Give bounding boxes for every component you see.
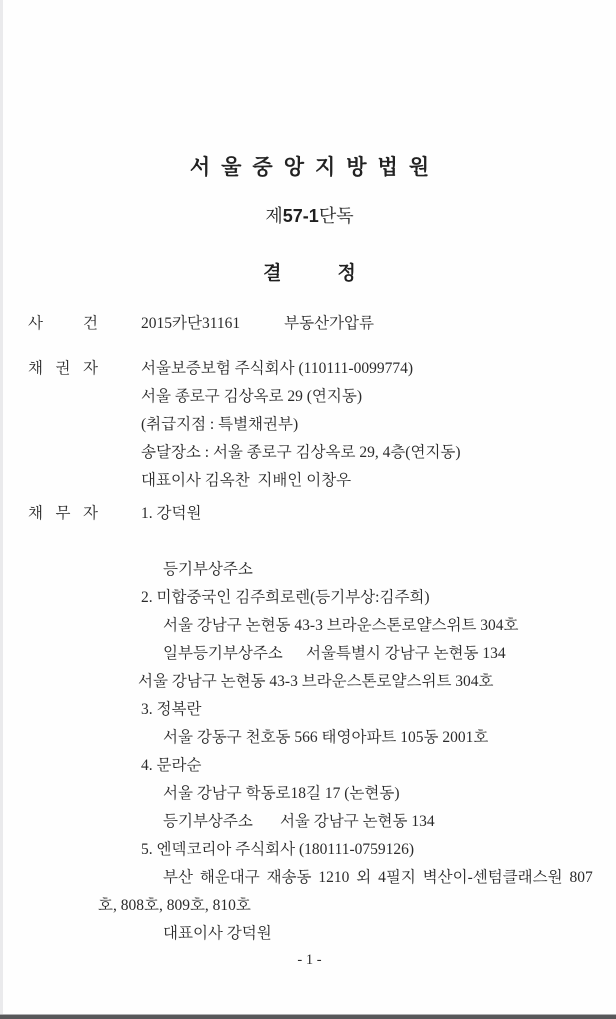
panel-number: 57-1 bbox=[282, 206, 319, 226]
debtor-item-5-representative: 대표이사 강덕원 bbox=[163, 925, 272, 942]
creditor-service-address-line: 송달장소 : 서울 종로구 김상옥로 29, 4층(연지동) bbox=[141, 444, 461, 461]
decision-title bbox=[3, 263, 616, 285]
case-value bbox=[141, 310, 616, 338]
debtor-label-char: 자 bbox=[83, 505, 98, 522]
creditor-address-line: 서울 종로구 김상옥로 29 (연지동) bbox=[141, 388, 363, 405]
debtor-item-4-reg-address: 등기부상주소 서울 강남구 논현동 134 bbox=[163, 813, 435, 830]
debtor-item-2-reg-address: 일부등기부상주소 서울특별시 강남구 논현동 134 bbox=[163, 645, 506, 662]
debtor-item-4-address: 서울 강남구 학동로18길 17 (논현동) bbox=[163, 785, 400, 802]
creditor-representative-line: 대표이사 김옥찬 지배인 이창우 bbox=[141, 472, 352, 489]
debtor-item-5-address-line-2: 호, 808호, 809호, 810호 bbox=[98, 897, 251, 914]
panel-prefix: 제 bbox=[265, 206, 283, 226]
blank-line bbox=[141, 528, 616, 556]
debtor-item-3-address: 서울 강동구 천호동 566 태영아파트 105동 2001호 bbox=[163, 729, 489, 746]
case-label-char: 건 bbox=[83, 315, 98, 332]
page-number: - 1 - bbox=[297, 952, 322, 968]
decision-char-1: 결 bbox=[263, 263, 282, 284]
creditor-label-char: 권 bbox=[55, 360, 71, 377]
debtor-label-char: 채 bbox=[28, 505, 43, 522]
debtor-item-5-address-line-1: 부산 해운대구 재송동 1210 외 4필지 벽산이-센텀클래스원 807 bbox=[163, 869, 593, 886]
debtor-item-2-address: 서울 강남구 논현동 43-3 브라운스톤로얄스위트 304호 bbox=[163, 617, 519, 634]
debtor-section bbox=[3, 500, 616, 948]
panel-suffix: 단독 bbox=[318, 206, 354, 226]
debtor-item-1-reg-address: 등기부상주소 bbox=[163, 561, 253, 578]
creditor-label-char: 자 bbox=[83, 360, 98, 377]
case-type: 부동산가압류 bbox=[284, 315, 374, 332]
debtor-item-4-name: 4. 문라순 bbox=[141, 757, 202, 774]
case-label-char: 사 bbox=[28, 315, 43, 332]
creditor-section bbox=[3, 355, 616, 495]
viewer-bottom-bar bbox=[0, 1014, 616, 1019]
case-row bbox=[3, 310, 616, 338]
creditor-branch-line: (취급지점 : 특별채권부) bbox=[141, 416, 299, 433]
panel-number-line bbox=[3, 205, 616, 227]
debtor-item-2-address-2: 서울 강남구 논현동 43-3 브라운스톤로얄스위트 304호 bbox=[138, 673, 494, 690]
document-content bbox=[3, 0, 616, 1013]
creditor-label-char: 채 bbox=[28, 360, 43, 377]
debtor-item-2-name: 2. 미합중국인 김주희로렌(등기부상:김주희) bbox=[141, 589, 430, 606]
debtor-label bbox=[28, 500, 98, 528]
case-label bbox=[28, 310, 98, 338]
debtor-label-char: 무 bbox=[55, 505, 71, 522]
creditor-name-line: 서울보증보험 주식회사 (110111-0099774) bbox=[141, 360, 413, 377]
creditor-label bbox=[28, 355, 98, 383]
decision-char-2: 정 bbox=[337, 263, 356, 284]
debtor-item-3-name: 3. 정복란 bbox=[141, 701, 202, 718]
court-name-title: 서울중앙지방법원 bbox=[189, 155, 441, 179]
case-number: 2015카단31161 bbox=[141, 315, 241, 332]
debtor-item-5-name: 5. 엔덱코리아 주식회사 (180111-0759126) bbox=[141, 841, 415, 858]
debtor-item-1-name: 1. 강덕원 bbox=[141, 505, 202, 522]
